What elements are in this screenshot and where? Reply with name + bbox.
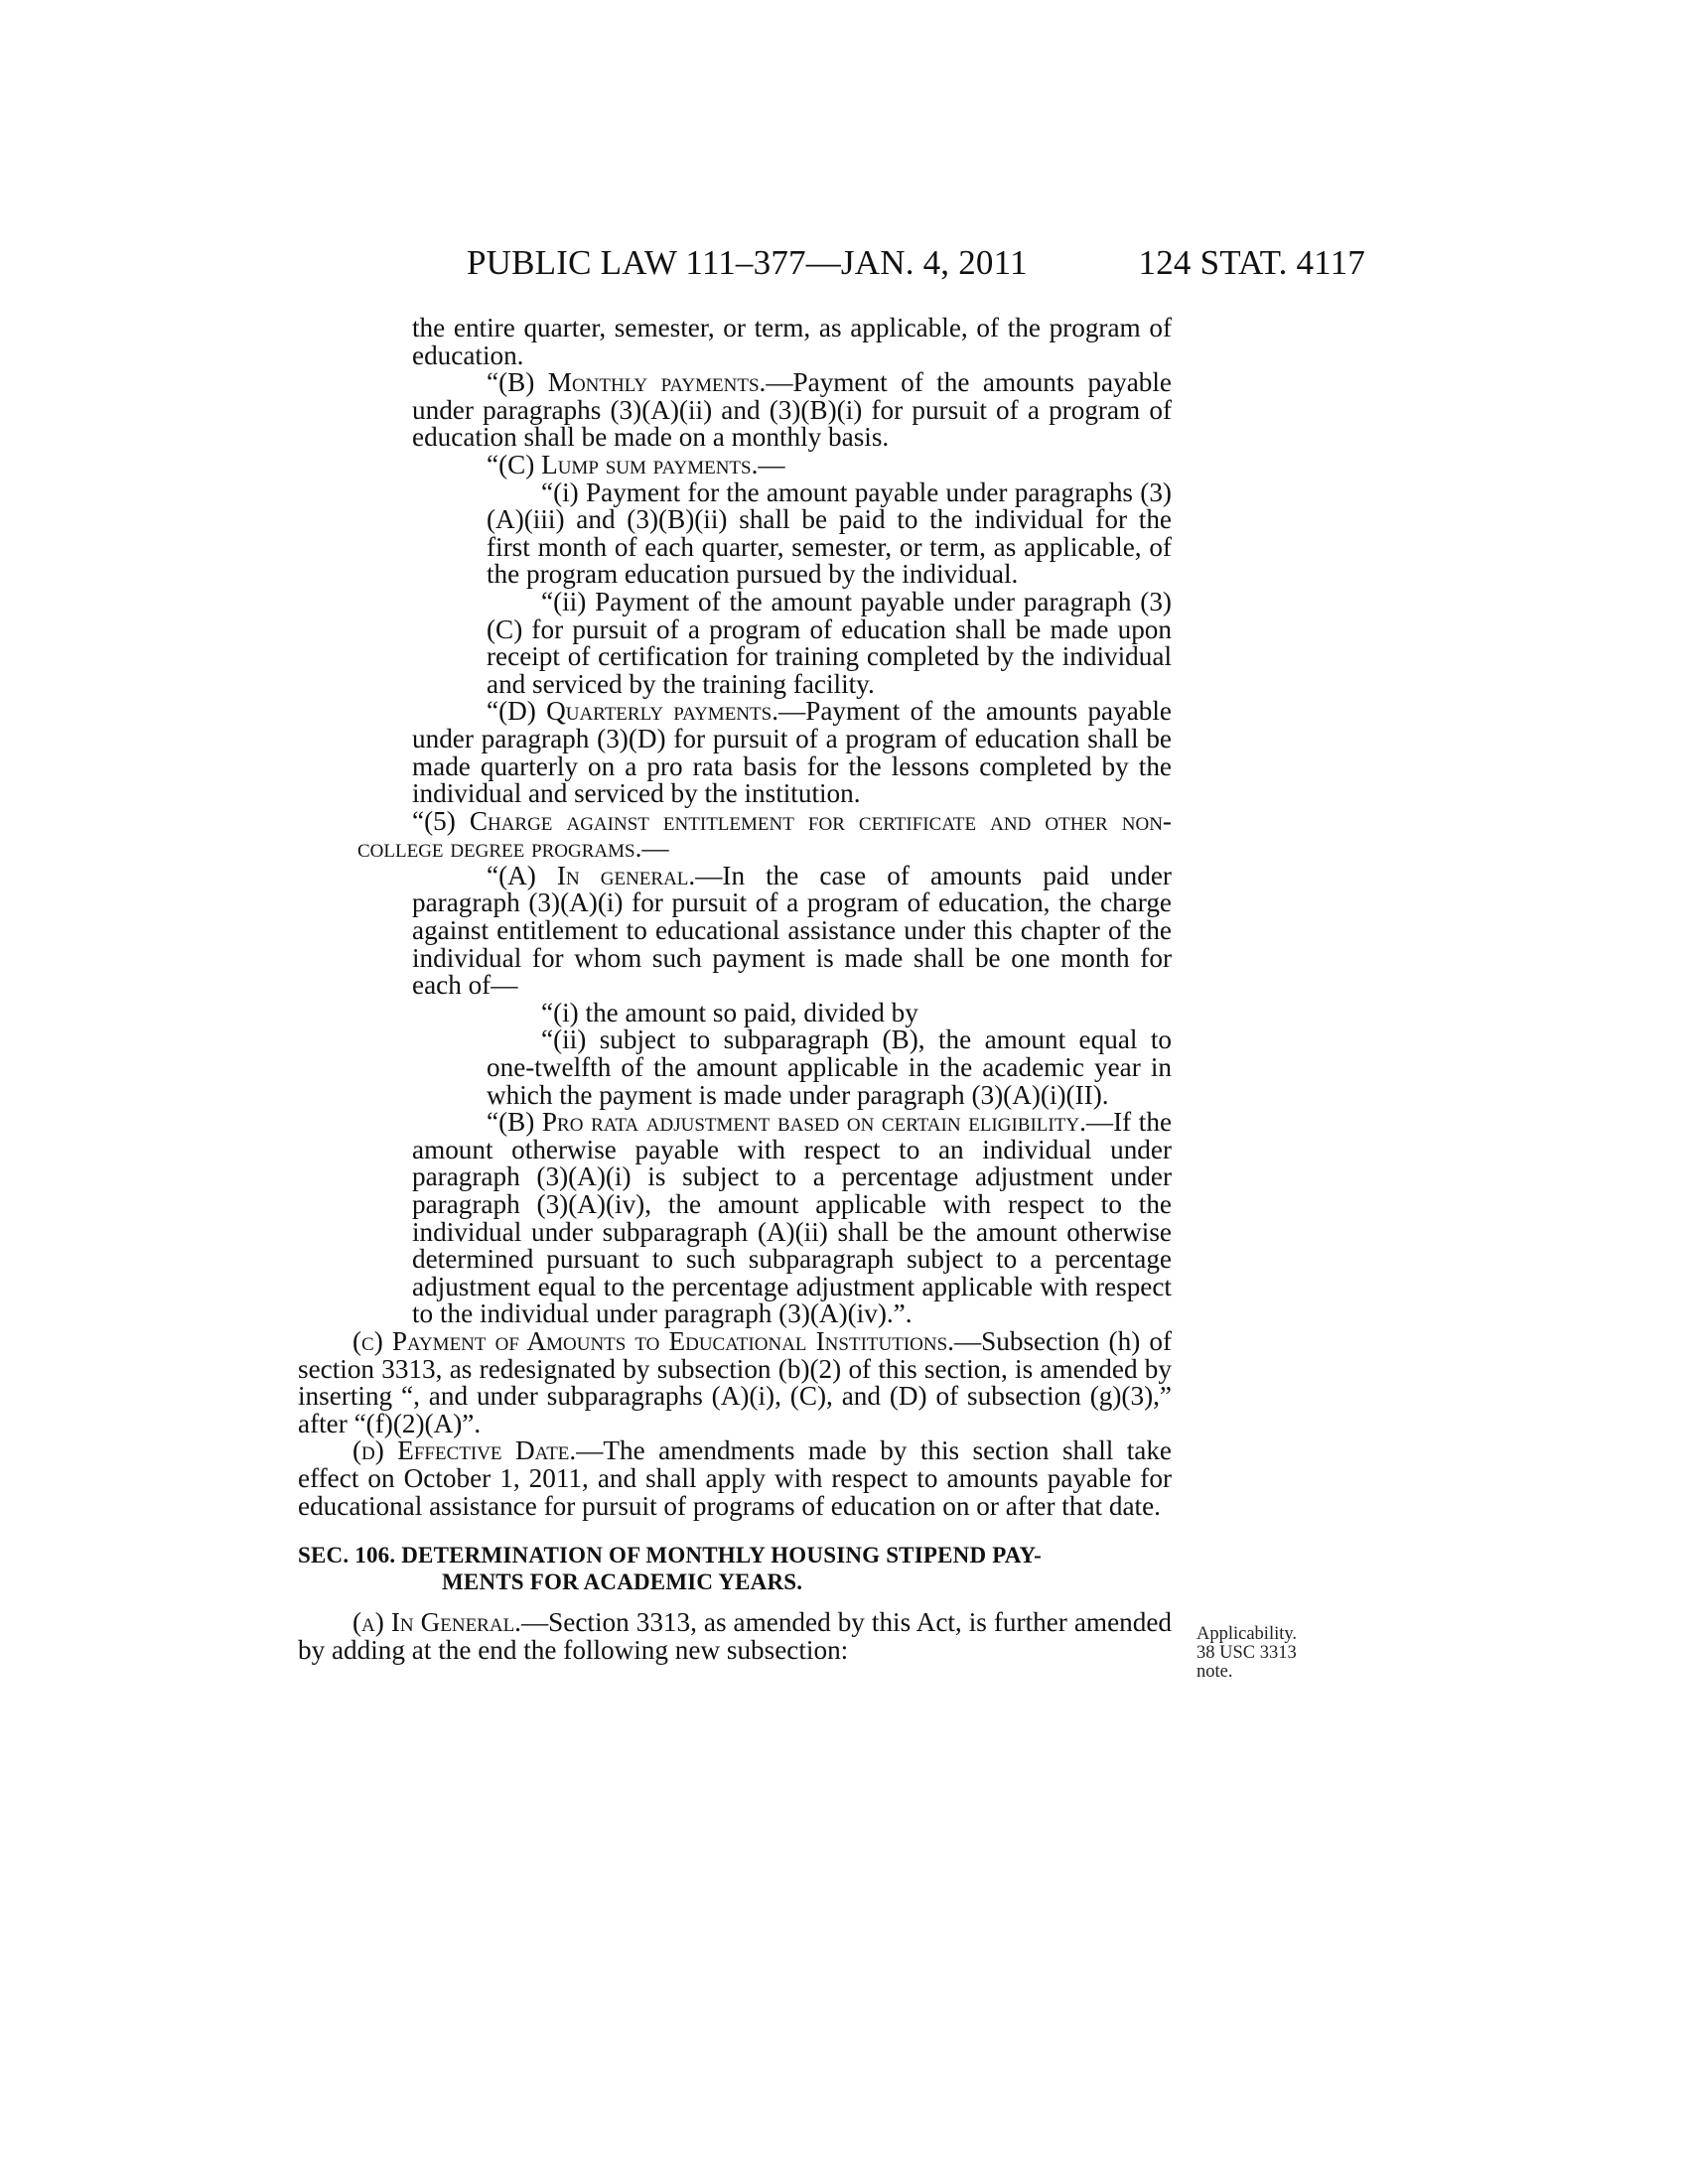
statute-page-number: 124 STAT. 4117 [1138, 243, 1365, 282]
clause-i-amount-paid: “(i) the amount so paid, divided by [541, 997, 918, 1027]
page-header [467, 243, 1365, 293]
margin-note [1196, 1625, 1326, 1682]
margin-note-line: Applicability. [1196, 1624, 1298, 1644]
paragraph-monthly-payments: “(B) Monthly payments.—Payment of the amounts payable under paragraphs (3)(A)(ii) and (3)(B)(i) for pursuit of a program of education shall be made on a monthly basis. [412, 367, 1173, 453]
paragraph-in-general-a: “(A) In general.—In the case of amounts paid under paragraph (3)(A)(i) for pursuit of a program of education, the charge against entitlement to educational assistance under this chapter of the individual for whom such payment is made shall be one month for each of— [412, 860, 1172, 1001]
paragraph-pro-rata-adjustment: “(B) Pro rata adjustment based on certain eligibility.—If the amount otherwise payable with respect to an individual under paragraph (3)(A)(i) is subject to a percentage adjustment under paragraph (3)(A)(iv), the amount applicable with respect to the individual under subparagraph (A)(ii) shall be the amount otherwise determined pursuant to such subparagraph subject to a percentage adjustment equal to the percentage adjustment applicable with respect to the individual under paragraph (3)(A)(iv).”. [412, 1107, 1173, 1329]
document-body [298, 315, 1172, 1664]
subsection-d-effective-date: (d) Effective Date.—The amendments made by this section shall take effect on October 1, 2011, and shall apply with respect to amounts payable for educational assistance for pursuit of programs of education on or after that date. [298, 1435, 1172, 1521]
margin-note-line: 38 USC 3313 [1196, 1643, 1297, 1663]
paragraph-continuation: the entire quarter, semester, or term, as applicable, of the program of education. [412, 313, 1172, 370]
law-citation: PUBLIC LAW 111–377—JAN. 4, 2011 [467, 243, 1028, 282]
margin-note-line: note. [1196, 1662, 1233, 1682]
paragraph-quarterly-payments: “(D) Quarterly payments.—Payment of the amounts payable under paragraph (3)(D) for pursuit of a program of education shall be made quarterly on a pro rata basis for the lessons completed by the individual and serviced by the institution. [412, 696, 1172, 809]
clause-ii-one-twelfth: “(ii) subject to subparagraph (B), the amount equal to one-twelfth of the amount applicable in the academic year in which the payment is made under paragraph (3)(A)(i)(II). [487, 1024, 1172, 1110]
paragraph-charge-against-entitlement: “(5) Charge against entitlement for certificate and other non-college degree programs.— [357, 805, 1172, 864]
section-106-heading: SEC. 106. DETERMINATION OF MONTHLY HOUSING STIPEND PAY- MENTS FOR ACADEMIC YEARS. [298, 1543, 1043, 1595]
subsection-c-payment: (c) Payment of Amounts to Educational Institutions.—Subsection (h) of section 3313, as redesignated by subsection (b)(2) of this section, is amended by inserting “, and under subparagraphs (A)(i), (C), and (D) of subsection (g)(3),” after “(f)(2)(A)”. [298, 1325, 1172, 1438]
paragraph-lump-sum-heading: “(C) Lump sum payments.— [487, 449, 785, 479]
clause-ii-lump-sum: “(ii) Payment of the amount payable under paragraph (3)(C) for pursuit of a program of education shall be made upon receipt of certification for training completed by the individual and serviced by the training facility. [487, 586, 1172, 699]
clause-i-lump-sum: “(i) Payment for the amount payable under paragraphs (3)(A)(iii) and (3)(B)(ii) shall be paid to the individual for the first month of each quarter, semester, or term, as applicable, of the program education pursued by the individual. [487, 477, 1172, 590]
subsection-a-in-general: (a) In General.—Section 3313, as amended by this Act, is further amended by adding at the end the following new subsection: [298, 1607, 1172, 1665]
